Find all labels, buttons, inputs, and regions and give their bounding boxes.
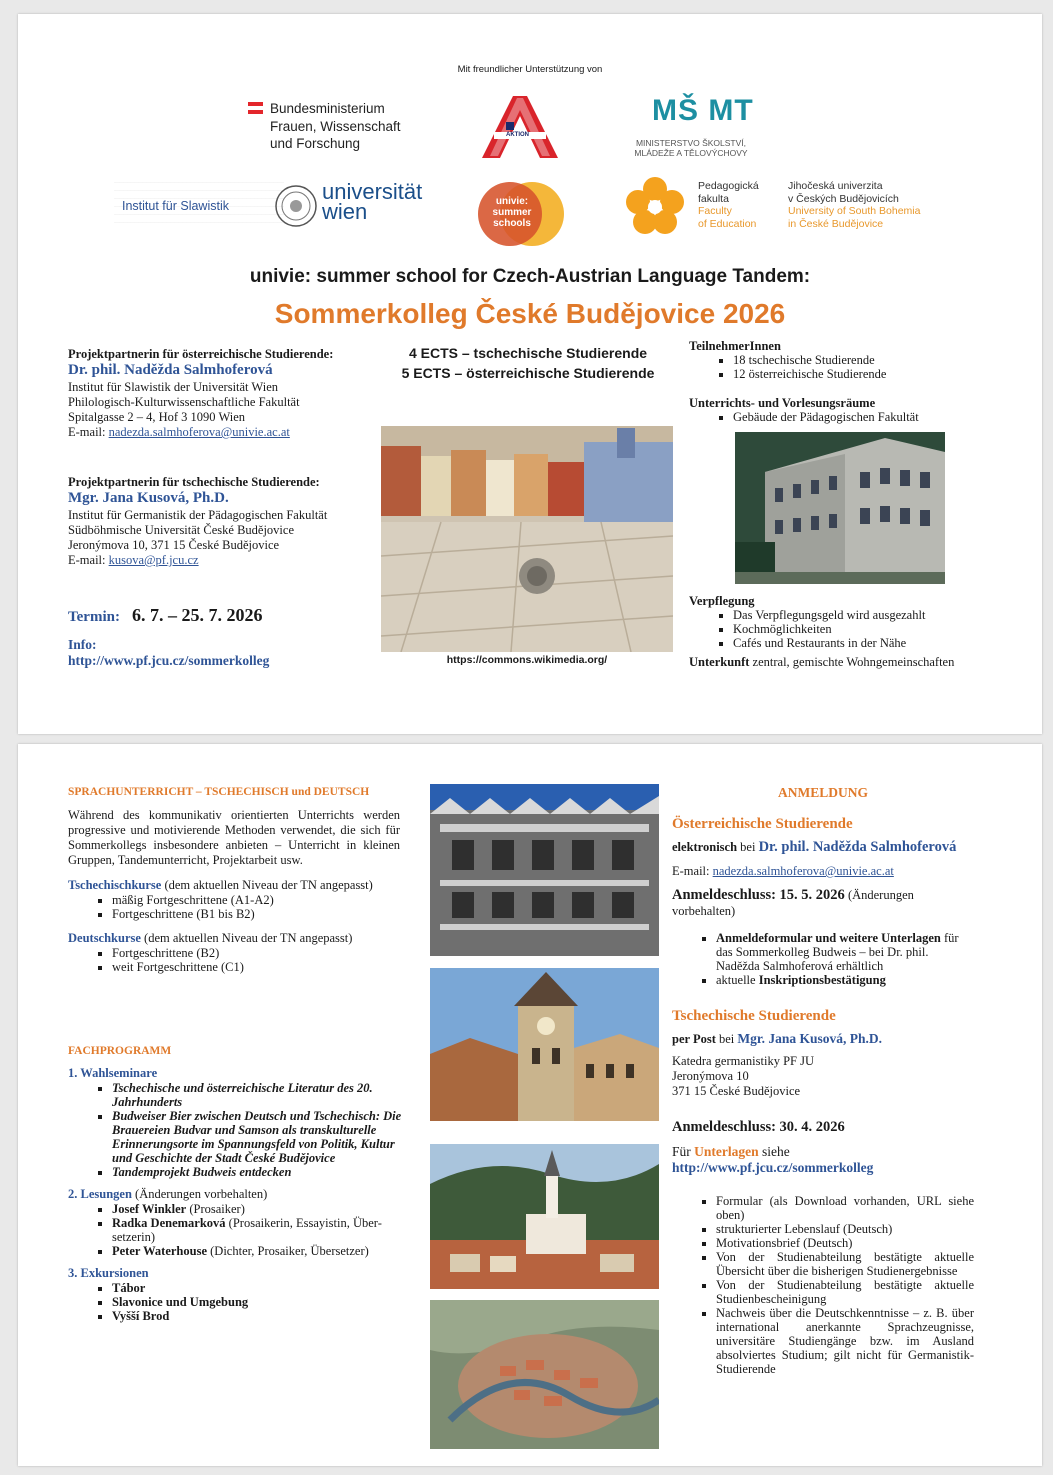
list-item: ▪ Tschechische und österreichische Literatur des 20. Jahrhunderts: [112, 1081, 408, 1109]
food: Verpflegung ▪ Das Verpflegungsgeld wird ausgezahlt ▪ Kochmöglichkeiten ▪ Cafés und Restaurants in der Nähe: [689, 594, 1029, 650]
list-item: ▪ Tábor: [112, 1281, 408, 1295]
participants: TeilnehmerInnen ▪ 18 tschechische Studierende ▪ 12 österreichische Studierende: [689, 339, 1029, 381]
list-item: ▪ Motivationsbrief (Deutsch): [716, 1236, 974, 1250]
list-item: ▪ Gebäude der Pädagogischen Fakultät: [733, 410, 1029, 424]
registration-cz-deadline: Anmeldeschluss: 30. 4. 2026: [672, 1119, 845, 1135]
partner-austrian: Projektpartnerin für österreichische Studierende: Dr. phil. Naděžda Salmhoferová Institut für Slawistik der Universität Wien Philologisch-Kulturwissenschaftliche Fakultät Spitalgasse 2 – 4, Hof 3 1090 Wien E-mail: nadezda.salmhoferova@univie.ac.at: [68, 347, 368, 440]
title-line-1: univie: summer school for Czech-Austrian Language Tandem:: [249, 266, 811, 287]
pf-logo: Pedagogická fakulta Faculty of Education: [624, 176, 784, 238]
language-section: SPRACHUNTERRICHT – TSCHECHISCH und DEUTSCH Während des kommunikativ orientierten Unterrichts werden progressive und motivierende Methoden verwendet, die sich für Sommerkollegs insbesondere anbieten – Unterricht in kleinen Gruppen, Tandemunterricht, Projektarbeit usw. Tschechischkurse (dem aktuellen Niveau der TN angepasst) ▪ mäßig Fortgeschrittene (A1-A2) ▪ Fortgeschrittene (B1 bis B2) Deutschkurse (dem aktuellen Niveau der TN angepasst) ▪ Fortgeschrittene (B2) ▪ weit Fortgeschrittene (C1): [68, 785, 400, 974]
accommodation: Unterkunft zentral, gemischte Wohngemeinschaften: [689, 655, 955, 669]
program-heading: FACHPROGRAMM: [68, 1045, 172, 1057]
registration-at-heading: Österreichische Studierende: [672, 816, 853, 832]
list-item: ▪ Nachweis über die Deutschkenntnisse – z. B. über international anerkannte Sprachzeugnisse, universitäre Studiengänge bzw. im Ausland absolviertes Studium; gilt nicht für Germanistik-Studierende: [716, 1306, 974, 1376]
list-item: ▪ Fortgeschrittene (B2): [112, 946, 400, 960]
list-item: ▪ Radka Denemarková (Prosaikerin, Essayistin, Über-setzerin): [112, 1216, 408, 1244]
title-line-2: Sommerkolleg České Budějovice 2026: [274, 298, 786, 329]
univie-logo: universität wien: [274, 182, 444, 232]
univie-seal-icon: [274, 184, 318, 228]
registration-section: ANMELDUNG Österreichische Studierende elektronisch bei Dr. phil. Naděžda Salmhoferová E-mail: nadezda.salmhoferova@univie.ac.at Anmeldeschluss: 15. 5. 2026 (Änderungen vorbehalten) ▪ Anmeldeformular und weitere Unterlagen für das Sommerkolleg Budweis – bei Dr. phil. Naděžda Salmhoferová erhältlich ▪ aktuelle Inskriptionsbestätigung Tschechische Studierende per Post bei Mgr. Jana Kusová, Ph.D. Katedra germanistiky PF JU Jeronýmova 10 371 15 České Budějovice Anmeldeschluss: 30. 4. 2026 Für Unterlagen siehe http://www.pf.jcu.cz/sommerkolleg ▪ Formular (als Download vorhanden, URL siehe oben) ▪ strukturierter Lebenslauf (Deutsch) ▪ Motivationsbrief (Deutsch) ▪ Von der Studienabteilung bestätigte aktuelle Übersicht über die bisherigen Studienergebnisse ▪ Von der Studienabteilung bestätigte aktuelle Studienbescheinigung ▪ Nachweis über die Deutschkenntnisse – z. B. über international anerkannte Sprachzeugnisse, universitäre Studiengänge bzw. im Ausland absolviertes Studium; gilt nicht für Germanistik-Studierende: [672, 785, 974, 1376]
list-item: ▪ Peter Waterhouse (Dichter, Prosaiker, Übersetzer): [112, 1244, 408, 1258]
austria-flag-icon: [248, 102, 263, 106]
partner-cz-email-link[interactable]: kusova@pf.jcu.cz: [108, 553, 199, 567]
aerial-town-photo: [430, 1300, 659, 1449]
registration-at-email-link[interactable]: nadezda.salmhoferova@univie.ac.at: [712, 864, 894, 878]
partner-at-email-link[interactable]: nadezda.salmhoferova@univie.ac.at: [108, 425, 290, 439]
bmfwf-logo: Bundesministerium Frauen, Wissenschaft und Forschung: [248, 100, 438, 160]
jcu-logo: Jihočeská univerzita v Českých Budějovicích University of South Bohemia in České Budějovice: [788, 180, 921, 230]
page-1: [18, 14, 1042, 734]
list-item: ▪ Tandemprojekt Budweis entdecken: [112, 1165, 408, 1179]
list-item: ▪ Budweiser Bier zwischen Deutsch und Tschechisch: Die Brauereien Budvar und Samson als transkulturelle Erinnerungsorte im Spannungsfeld von Politik, Kultur und Geschichte der Stadt České Budějovice: [112, 1109, 408, 1165]
rooms: Unterrichts- und Vorlesungsräume ▪ Gebäude der Pädagogischen Fakultät: [689, 396, 1029, 424]
list-item: ▪ 12 österreichische Studierende: [733, 367, 1029, 381]
language-heading: SPRACHUNTERRICHT – TSCHECHISCH und DEUTSCH: [68, 786, 370, 798]
partner-czech: Projektpartnerin für tschechische Studierende: Mgr. Jana Kusová, Ph.D. Institut für Germanistik der Pädagogischen Fakultät Südböhmische Universität České Budějovice Jeronýmova 10, 371 15 České Budějovice E-mail: kusova@pf.jcu.cz: [68, 475, 368, 568]
sgraffito-house-photo: [430, 784, 659, 956]
slawistik-logo: Institut für Slawistik: [114, 182, 284, 230]
list-item: ▪ Von der Studienabteilung bestätigte aktuelle Studienbescheinigung: [716, 1278, 974, 1306]
info: Info: http://www.pf.jcu.cz/sommerkolleg: [68, 637, 270, 668]
page-2: [18, 744, 1042, 1466]
registration-heading: ANMELDUNG: [778, 785, 868, 800]
summer-schools-logo: univie: summer schools: [478, 180, 568, 250]
list-item: ▪ weit Fortgeschrittene (C1): [112, 960, 400, 974]
language-text: Während des kommunikativ orientierten Unterrichts werden progressive und motivierende Methoden verwendet, die sich für Sommerkollegs insbesondere anbieten – Unterricht in kleinen Gruppen, Tandemunterricht, Projektarbeit usw.: [68, 808, 400, 867]
list-item: ▪ Josef Winkler (Prosaiker): [112, 1202, 408, 1216]
list-item: ▪ strukturierter Lebenslauf (Deutsch): [716, 1222, 974, 1236]
faculty-building-photo: [735, 432, 945, 584]
list-item: ▪ Von der Studienabteilung bestätigte aktuelle Übersicht über die bisherigen Studienergebnisse: [716, 1250, 974, 1278]
support-caption: Mit freundlicher Unterstützung von: [457, 64, 603, 75]
info-url[interactable]: http://www.pf.jcu.cz/sommerkolleg: [68, 653, 270, 668]
list-item: ▪ mäßig Fortgeschrittene (A1-A2): [112, 893, 400, 907]
list-item: ▪ Vyšší Brod: [112, 1309, 408, 1323]
town-square-photo: [381, 426, 673, 652]
photo-credit: https://commons.wikimedia.org/: [446, 654, 608, 666]
list-item: ▪ Anmeldeformular und weitere Unterlagen für das Sommerkolleg Budweis – bei Dr. phil. Naděžda Salmhoferová erhältlich: [716, 931, 974, 973]
registration-cz-heading: Tschechische Studierende: [672, 1008, 836, 1024]
termin: Termin: 6. 7. – 25. 7. 2026: [68, 605, 263, 625]
list-item: ▪ Das Verpflegungsgeld wird ausgezahlt: [733, 608, 1029, 622]
aktion-logo: AKTION: [480, 94, 560, 160]
partner-at-name: Dr. phil. Naděžda Salmhoferová: [68, 362, 273, 378]
list-item: ▪ Cafés und Restaurants in der Nähe: [733, 636, 1029, 650]
docs-url[interactable]: http://www.pf.jcu.cz/sommerkolleg: [672, 1160, 874, 1175]
church-town-photo: [430, 1144, 659, 1289]
flower-icon: [624, 176, 686, 238]
termin-dates: 6. 7. – 25. 7. 2026: [131, 605, 263, 625]
ects-info: 4 ECTS – tschechische Studierende 5 ECTS – österreichische Studierende: [401, 345, 655, 381]
partner-cz-name: Mgr. Jana Kusová, Ph.D.: [68, 490, 229, 506]
list-item: ▪ aktuelle Inskriptionsbestätigung: [716, 973, 974, 987]
list-item: ▪ Formular (als Download vorhanden, URL siehe oben): [716, 1194, 974, 1222]
msmt-logo: MŠ MT MINISTERSTVO ŠKOLSTVÍ, MLÁDEŽE A TĚLOVÝCHOVY: [634, 94, 754, 158]
program-section: FACHPROGRAMM 1. Wahlseminare ▪ Tschechische und österreichische Literatur des 20. Jahrhunderts ▪ Budweiser Bier zwischen Deutsch und Tschechisch: Die Brauereien Budvar und Samson als transkulturelle Erinnerungsorte im Spannungsfeld von Politik, Kultur und Geschichte der Stadt České Budějovice ▪ Tandemprojekt Budweis entdecken 2. Lesungen (Änderungen vorbehalten) ▪ Josef Winkler (Prosaiker) ▪ Radka Denemarková (Prosaikerin, Essayistin, Über-setzerin) ▪ Peter Waterhouse (Dichter, Prosaiker, Übersetzer) 3. Exkursionen ▪ Tábor ▪ Slavonice und Umgebung ▪ Vyšší Brod: [68, 1044, 408, 1323]
list-item: ▪ Slavonice und Umgebung: [112, 1295, 408, 1309]
tabor-town-hall-photo: [430, 968, 659, 1121]
list-item: ▪ 18 tschechische Studierende: [733, 353, 1029, 367]
list-item: ▪ Fortgeschrittene (B1 bis B2): [112, 907, 400, 921]
aktion-a-icon: [480, 94, 560, 160]
list-item: ▪ Kochmöglichkeiten: [733, 622, 1029, 636]
